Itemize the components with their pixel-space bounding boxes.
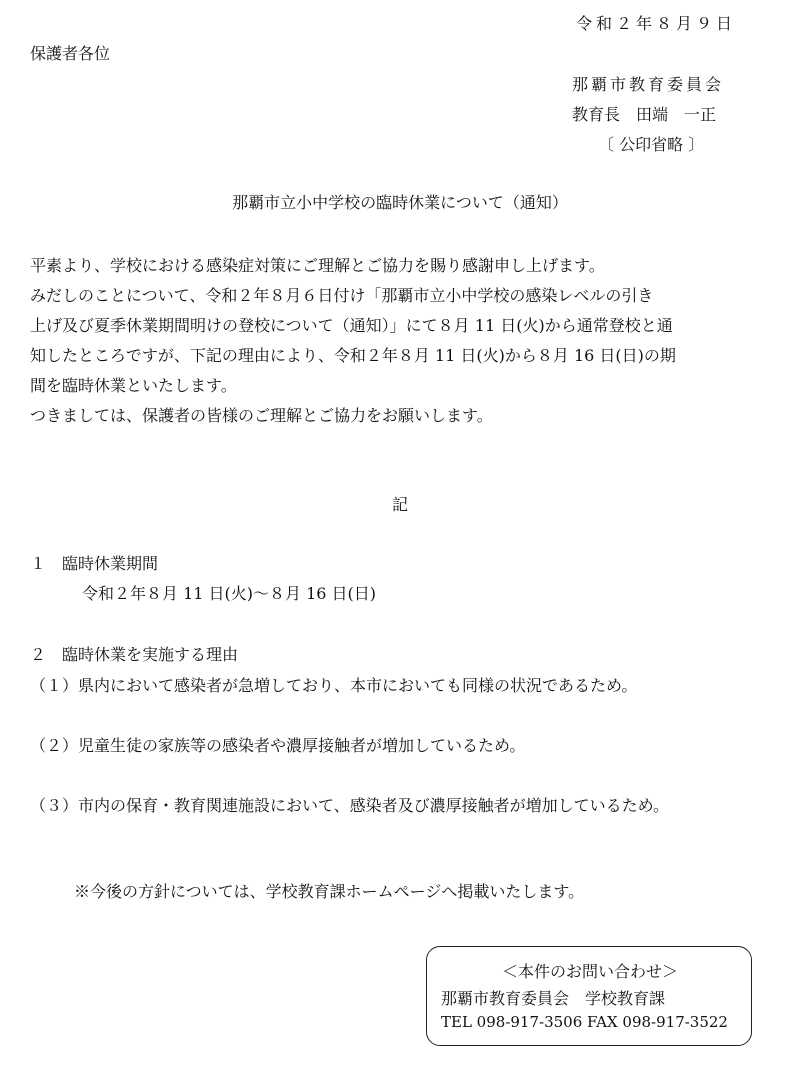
- future-policy-note: ※今後の方針については、学校教育課ホームページへ掲載いたします。: [74, 882, 585, 901]
- ki-heading: 記: [391, 495, 408, 514]
- section-1-heading: １ 臨時休業期間: [30, 554, 159, 573]
- contact-box: [426, 946, 752, 1046]
- contact-tel-fax: TEL 098-917-3506 FAX 098-917-3522: [441, 1013, 728, 1031]
- reason-2: （２）児童生徒の家族等の感染者や濃厚接触者が増加しているため。: [30, 736, 526, 755]
- reason-3: （３）市内の保育・教育関連施設において、感染者及び濃厚接触者が増加しているため。: [30, 796, 670, 815]
- document-date: 令和２年８月９日: [575, 14, 736, 33]
- recipient: 保護者各位: [30, 44, 111, 63]
- section-1-period: 令和２年８月 11 日(火)～８月 16 日(日): [82, 584, 377, 603]
- body-paragraph-2-line-4: 間を臨時休業といたします。: [30, 376, 237, 395]
- contact-heading: ＜本件のお問い合わせ＞: [501, 962, 678, 981]
- body-paragraph-3: つきましては、保護者の皆様のご理解とご協力をお願いします。: [30, 406, 493, 425]
- document-title: 那覇市立小中学校の臨時休業について（通知）: [232, 193, 568, 212]
- seal-omitted-note: 〔 公印省略 〕: [598, 135, 705, 154]
- issuer-name: 教育長 田端 一正: [572, 105, 717, 124]
- issuer-organization: 那覇市教育委員会: [572, 75, 725, 94]
- body-paragraph-2-line-3: 知したところですが、下記の理由により、令和２年８月 11 日(火)から８月 16 日(日)の期: [30, 346, 676, 365]
- body-paragraph-1: 平素より、学校における感染症対策にご理解とご協力を賜り感謝申し上げます。: [30, 256, 605, 275]
- reason-1: （１）県内において感染者が急増しており、本市においても同様の状況であるため。: [30, 676, 638, 695]
- body-paragraph-2-line-2: 上げ及び夏季休業期間明けの登校について（通知）」にて８月 11 日(火)から通常登校と通: [30, 316, 673, 335]
- contact-organization: 那覇市教育委員会 学校教育課: [441, 989, 666, 1008]
- body-paragraph-2-line-1: みだしのことについて、令和２年８月６日付け「那覇市立小中学校の感染レベルの引き: [30, 286, 654, 305]
- section-2-heading: ２ 臨時休業を実施する理由: [30, 645, 239, 664]
